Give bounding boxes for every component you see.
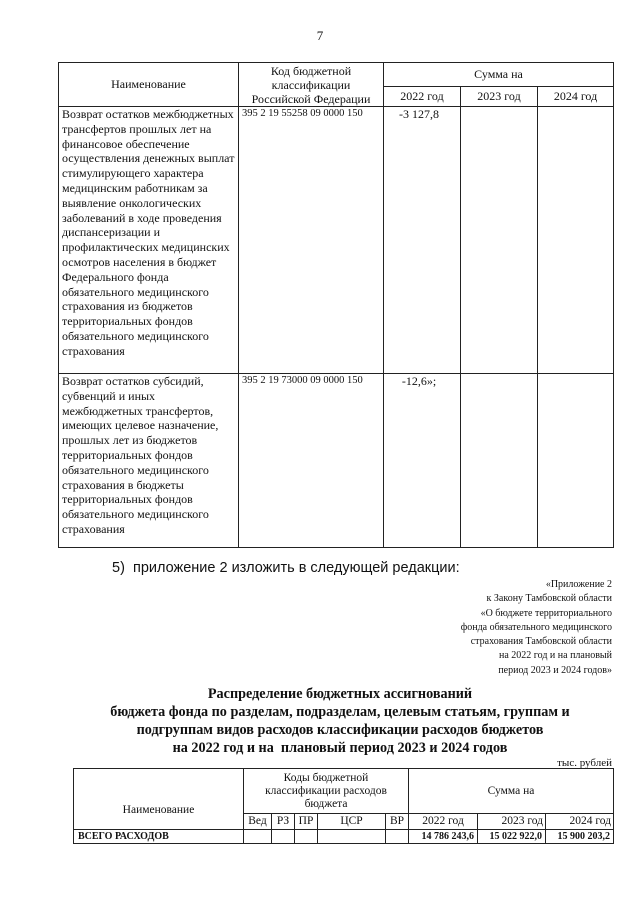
row-value-2024	[538, 107, 614, 374]
total-2022: 14 786 243,6	[409, 830, 478, 844]
header-pr: ПР	[295, 814, 318, 830]
cell-pr	[295, 830, 318, 844]
row-value-2023	[461, 107, 538, 374]
row-code: 395 2 19 73000 09 0000 150	[239, 374, 384, 548]
header-2024: 2024 год	[546, 814, 614, 830]
title-line: подгруппам видов расходов классификации расходов бюджетов	[136, 722, 544, 738]
annex-line: на 2022 год и на плановый	[498, 650, 612, 662]
amendment-item	[112, 560, 460, 576]
cell-rz	[272, 830, 295, 844]
row-value-2022: -3 127,8	[384, 107, 461, 374]
page-number: 7	[316, 28, 324, 43]
title-line: на 2022 год и на плановый период 2023 и 2024 годов	[172, 740, 508, 756]
total-row	[74, 830, 614, 844]
cell-ved	[244, 830, 272, 844]
total-label: ВСЕГО РАСХОДОВ	[74, 830, 244, 844]
row-code: 395 2 19 55258 09 0000 150	[239, 107, 384, 374]
annex-line: период 2023 и 2024 годов»	[498, 664, 612, 676]
annex-line: «О бюджете территориального	[480, 607, 612, 619]
header-ved: Вед	[244, 814, 272, 830]
annex-line: фонда обязательного медицинского	[460, 621, 612, 633]
header-sum: Сумма на	[409, 769, 614, 814]
annex-line: «Приложение 2	[545, 579, 612, 590]
header-name: Наименование	[74, 769, 244, 830]
total-2024: 15 900 203,2	[546, 830, 614, 844]
header-codes: Коды бюджетной классификации расходов бюджета	[244, 769, 409, 814]
row-name: Возврат остатков субсидий, субвенций и иных межбюджетных трансфертов, имеющих целевое назначение, прошлых лет из бюджетов территориальных фондов обязательного медицинского страхования в бюджеты территориальных фондов обязательного медицинского страхования	[59, 374, 239, 548]
table-row	[59, 374, 614, 548]
total-2023: 15 022 922,0	[478, 830, 546, 844]
header-2024: 2024 год	[538, 87, 614, 107]
table-row	[59, 107, 614, 374]
header-name: Наименование	[59, 63, 239, 107]
header-2023: 2023 год	[461, 87, 538, 107]
header-rz: РЗ	[272, 814, 295, 830]
annex-line: к Закону Тамбовской области	[486, 593, 612, 605]
header-vr: ВР	[386, 814, 409, 830]
title-line: бюджета фонда по разделам, подразделам, целевым статьям, группам и	[110, 704, 570, 720]
header-2023: 2023 год	[478, 814, 546, 830]
budget-code-table	[58, 62, 614, 548]
cell-csr	[318, 830, 386, 844]
header-2022: 2022 год	[409, 814, 478, 830]
item-number: 5)	[112, 560, 125, 576]
row-value-2022: -12,6»;	[384, 374, 461, 548]
expenditure-table	[73, 768, 614, 844]
annex-line: страхования Тамбовской области	[470, 636, 612, 648]
cell-vr	[386, 830, 409, 844]
row-value-2024	[538, 374, 614, 548]
header-csr: ЦСР	[318, 814, 386, 830]
document-title	[60, 685, 620, 757]
header-sum: Сумма на	[384, 63, 614, 87]
item-text: приложение 2 изложить в следующей редакции:	[132, 560, 460, 576]
header-2022: 2022 год	[384, 87, 461, 107]
units-label: тыс. рублей	[557, 757, 612, 769]
header-code: Код бюджетной классификации Российской Федерации	[239, 63, 384, 107]
annex-reference	[372, 578, 612, 678]
row-name: Возврат остатков межбюджетных трансфертов прошлых лет на финансовое обеспечение осуществления денежных выплат стимулирующего характера медицинским работникам за выявление онкологических заболеваний в ходе проведения диспансеризации и профилактических медицинских осмотров населения в бюджет Федерального фонда обязательного медицинского страхования из бюджетов территориальных фондов обязательного медицинского страхования	[59, 107, 239, 374]
title-line: Распределение бюджетных ассигнований	[207, 686, 473, 702]
row-value-2023	[461, 374, 538, 548]
